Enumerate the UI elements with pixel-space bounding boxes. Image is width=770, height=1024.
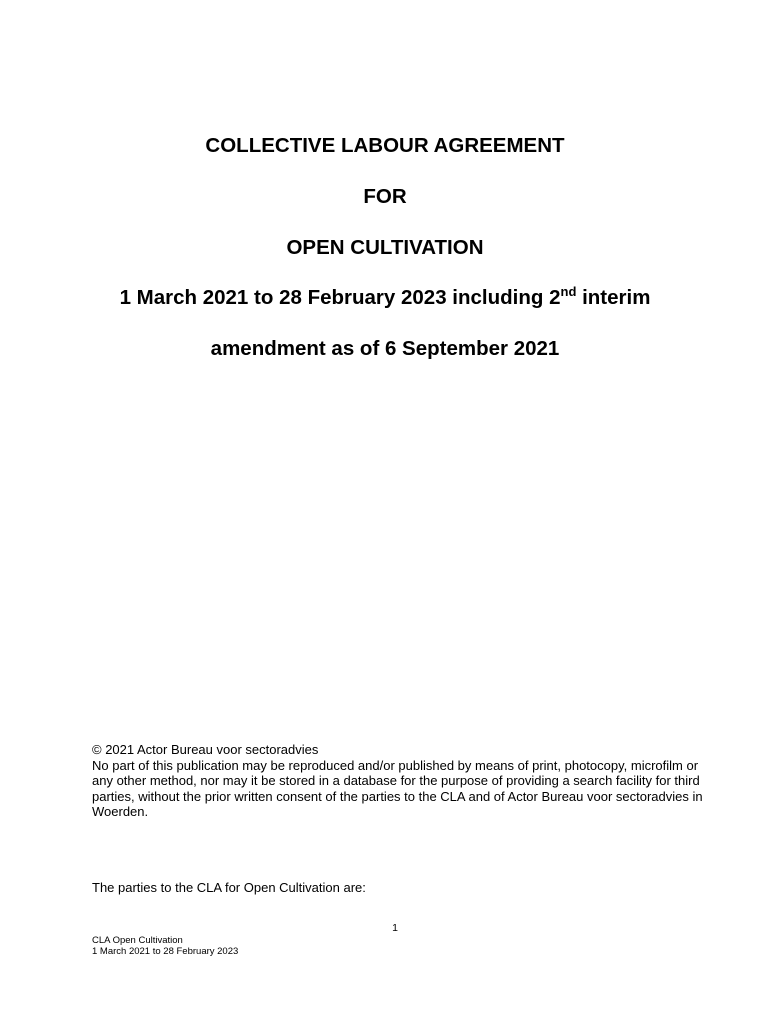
copyright-notice: No part of this publication may be reproduced and/or published by means of print, photocopy, microfilm or any other method, nor may it be stored in a database for the purpose of providing a search facility for third parties, without the prior written consent of the parties to the CLA and of Actor Bureau voor sectoradvies in Woerden. xyxy=(92,757,703,819)
page-footer xyxy=(92,935,238,957)
footer-line-2: 1 March 2021 to 28 February 2023 xyxy=(92,946,239,957)
title-line-5: amendment as of 6 September 2021 xyxy=(210,337,560,360)
ordinal-superscript: nd xyxy=(560,284,577,299)
copyright-line: © 2021 Actor Bureau voor sectoradvies xyxy=(92,742,319,757)
copyright-block xyxy=(92,742,712,820)
title-line-2: FOR xyxy=(363,185,407,208)
parties-intro: The parties to the CLA for Open Cultivation are: xyxy=(92,880,366,895)
title-line-3: OPEN CULTIVATION xyxy=(286,236,484,259)
page-number: 1 xyxy=(392,922,398,934)
footer-line-1: CLA Open Cultivation xyxy=(92,935,183,946)
title-line-4-tail: interim xyxy=(576,286,651,309)
title-line-4 xyxy=(0,286,770,310)
title-line-1: COLLECTIVE LABOUR AGREEMENT xyxy=(205,134,565,157)
title-line-4-main: 1 March 2021 to 28 February 2023 including 2 xyxy=(119,286,561,309)
